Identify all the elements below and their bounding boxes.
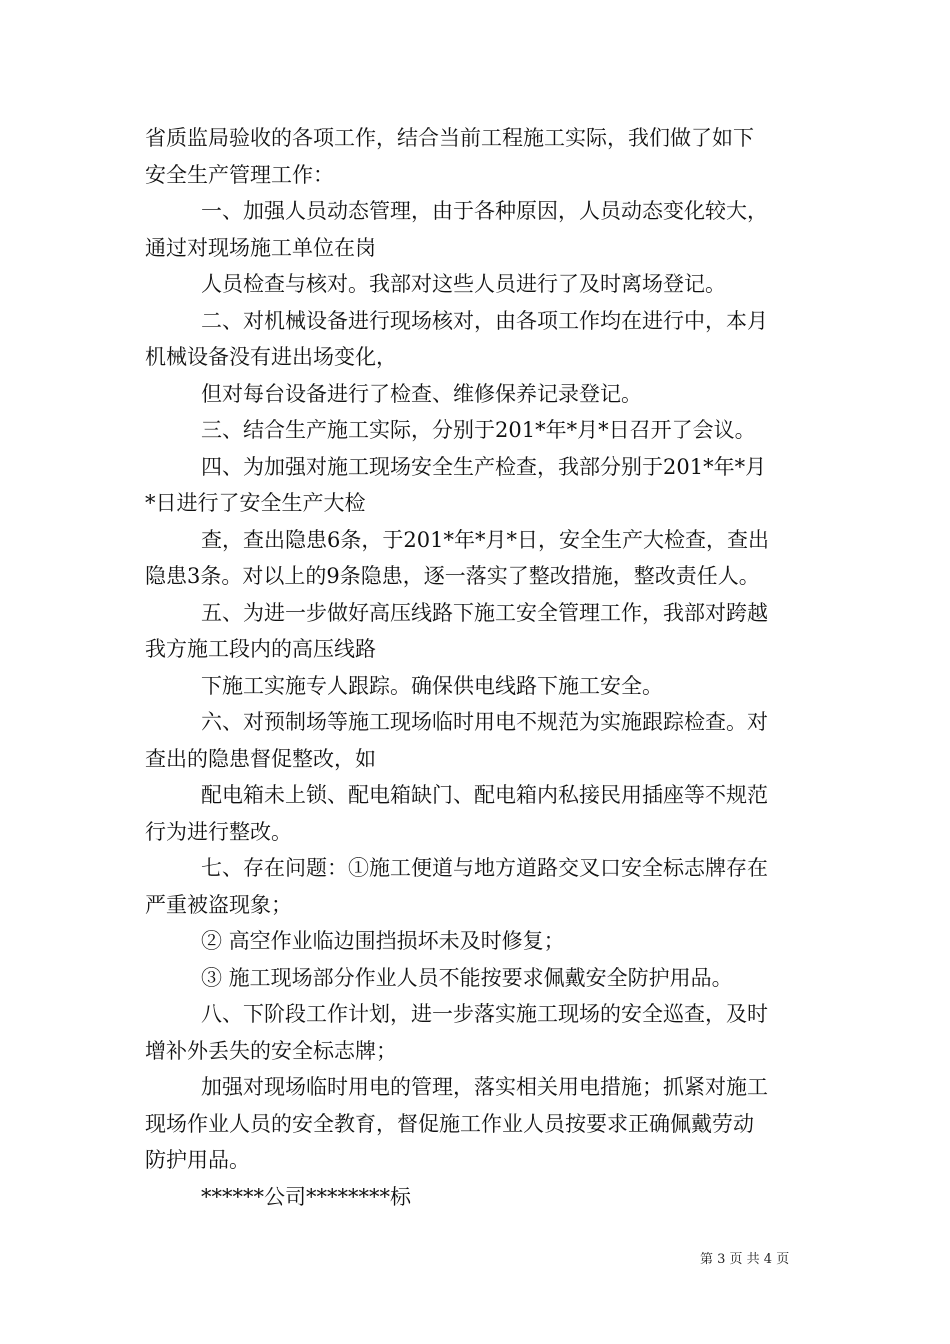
paragraph-line: 四、为加强对施工现场安全生产检查，我部分别于201*年*月 xyxy=(201,454,767,479)
paragraph-line: 隐患3条。对以上的9条隐患，逐一落实了整改措施，整改责任人。 xyxy=(145,564,760,588)
paragraph-line: ③ 施工现场部分作业人员不能按要求佩戴安全防护用品。 xyxy=(201,965,733,990)
paragraph-line: 一、加强人员动态管理，由于各种原因，人员动态变化较大， xyxy=(201,199,768,223)
paragraph-line: 查，查出隐患6条，于201*年*月*日，安全生产大检查，查出 xyxy=(201,527,769,552)
paragraph-line: 行为进行整改。 xyxy=(145,819,292,844)
document-body xyxy=(145,120,810,1215)
paragraph-line: 防护用品。 xyxy=(145,1148,250,1172)
paragraph-line: 查出的隐患督促整改，如 xyxy=(145,746,376,771)
paragraph-line: *日进行了安全生产大检 xyxy=(145,491,366,515)
paragraph-line: 严重被盗现象； xyxy=(145,892,292,917)
page-number: 第 3 页 共 4 页 xyxy=(700,1252,790,1267)
paragraph-line: 下施工实施专人跟踪。确保供电线路下施工安全。 xyxy=(201,673,663,698)
paragraph-line: 现场作业人员的安全教育，督促施工作业人员按要求正确佩戴劳动 xyxy=(145,1111,754,1136)
paragraph-line: 八、下阶段工作计划，进一步落实施工现场的安全巡查，及时 xyxy=(201,1002,768,1026)
paragraph-line: 但对每台设备进行了检查、维修保养记录登记。 xyxy=(201,381,642,406)
paragraph-line: 我方施工段内的高压线路 xyxy=(145,637,376,661)
paragraph-line: 加强对现场临时用电的管理，落实相关用电措施；抓紧对施工 xyxy=(201,1075,768,1099)
paragraph-line: 配电箱未上锁、配电箱缺门、配电箱内私接民用插座等不规范 xyxy=(201,783,768,807)
paragraph-line: 省质监局验收的各项工作，结合当前工程施工实际，我们做了如下 xyxy=(145,126,754,150)
paragraph-line: ② 高空作业临边围挡损坏未及时修复； xyxy=(201,929,565,953)
signature-line: ******公司********标 xyxy=(201,1184,411,1209)
paragraph-line: 通过对现场施工单位在岗 xyxy=(145,235,376,260)
paragraph-line: 六、对预制场等施工现场临时用电不规范为实施跟踪检查。对 xyxy=(201,710,768,734)
paragraph-line: 三、结合生产施工实际，分别于201*年*月*日召开了会议。 xyxy=(201,418,756,442)
paragraph-line: 二、对机械设备进行现场核对，由各项工作均在进行中，本月 xyxy=(201,308,768,333)
paragraph-line: 人员检查与核对。我部对这些人员进行了及时离场登记。 xyxy=(201,272,726,296)
paragraph-line: 五、为进一步做好高压线路下施工安全管理工作，我部对跨越 xyxy=(201,600,768,625)
paragraph-line: 增补外丢失的安全标志牌； xyxy=(145,1038,397,1063)
paragraph-line: 安全生产管理工作： xyxy=(145,162,334,187)
paragraph-line: 机械设备没有进出场变化， xyxy=(145,345,397,369)
paragraph-line: 七、存在问题：①施工便道与地方道路交叉口安全标志牌存在 xyxy=(201,856,768,880)
